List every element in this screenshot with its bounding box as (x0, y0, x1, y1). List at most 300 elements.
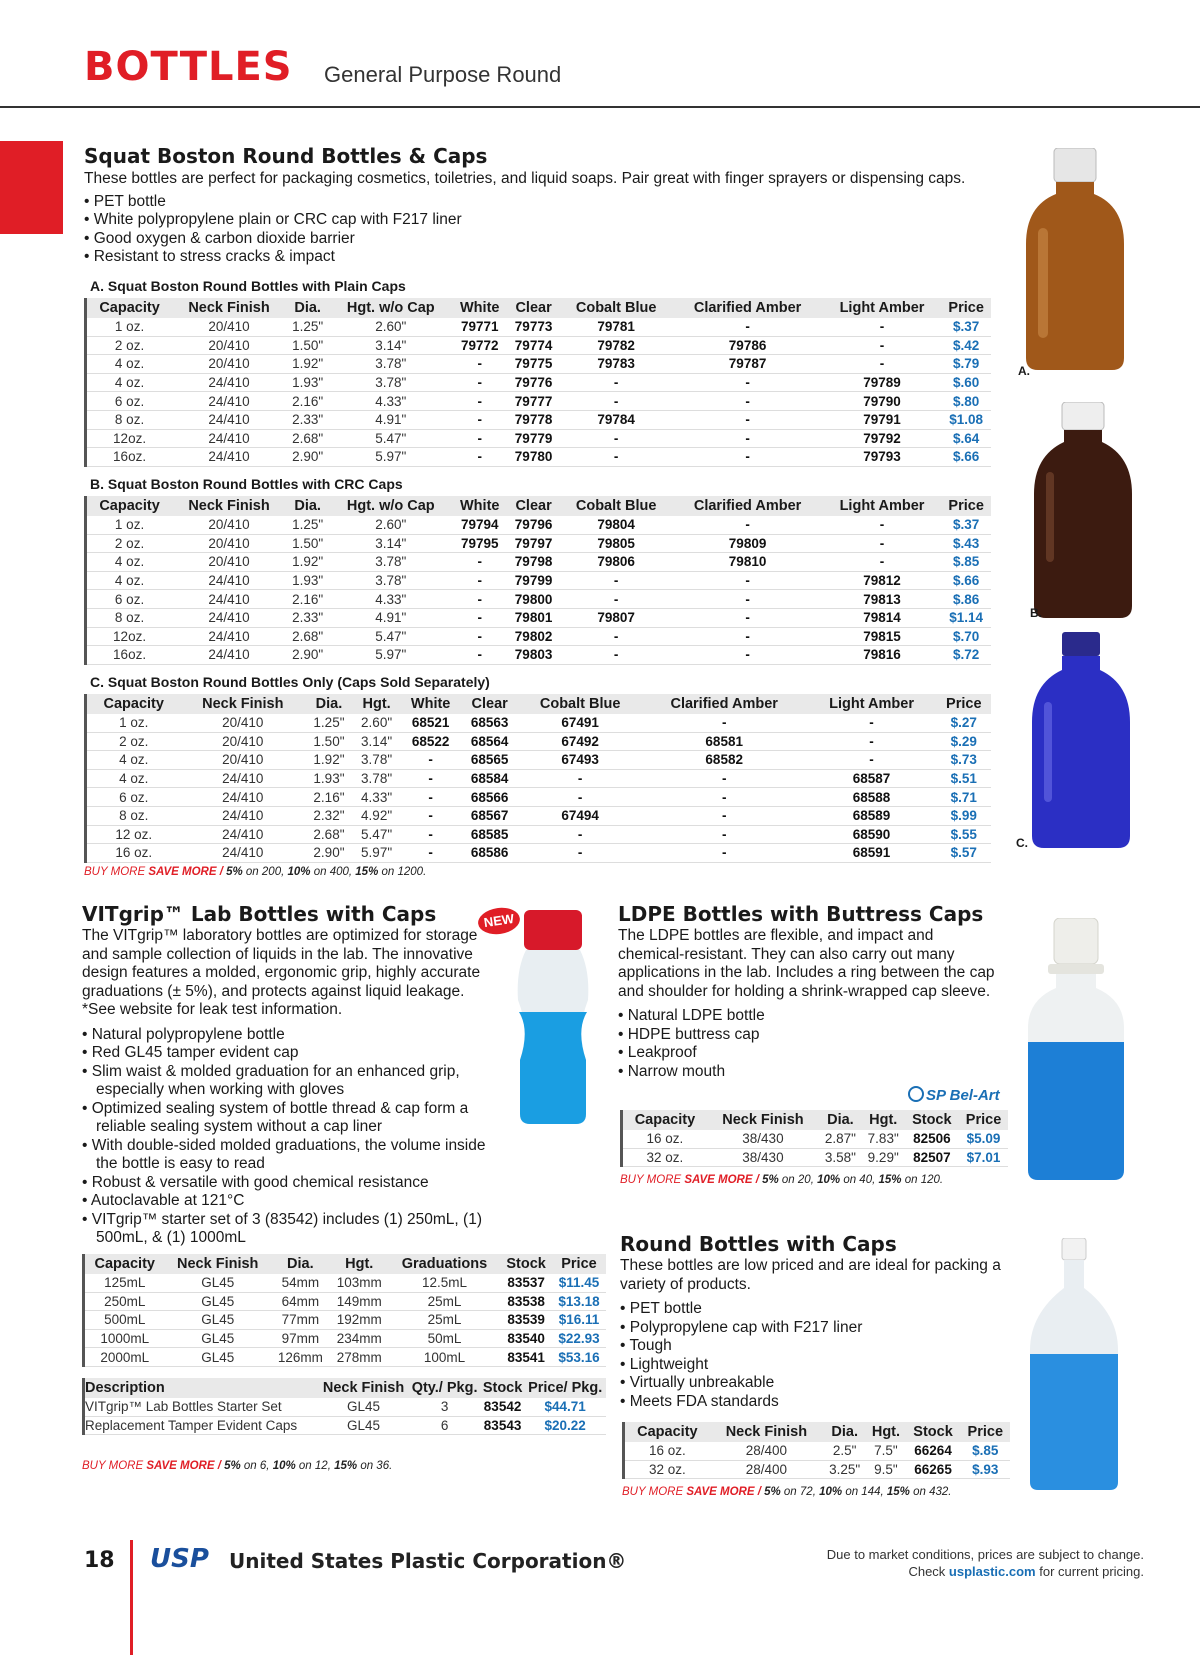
table-cell: - (428, 808, 433, 824)
table-row (86, 732, 992, 751)
table-cell: 24/410 (208, 449, 250, 465)
table-cell: 12oz. (113, 628, 147, 644)
table-cell: 67494 (561, 808, 599, 824)
column-header: Cobalt Blue (518, 694, 641, 714)
table-cell: 8 oz. (119, 808, 149, 824)
table-cell: 68584 (470, 771, 509, 787)
table-cell: 20/410 (208, 554, 250, 570)
table-cell: 68586 (470, 845, 509, 861)
column-header: Dia. (286, 298, 329, 318)
table-cell: 79787 (728, 356, 767, 372)
table-cell: - (879, 337, 885, 353)
column-header: Neck Finish (172, 496, 286, 516)
table-cell: 2.5" (832, 1443, 857, 1459)
table-cell: 79814 (863, 610, 901, 626)
table-cell: 1.92" (313, 752, 345, 768)
table-cell: 1 oz. (114, 319, 145, 335)
table-cell: 24/410 (222, 771, 264, 787)
table-row (86, 751, 992, 770)
table-cell: 100mL (423, 1349, 466, 1365)
column-header: Clarified Amber (672, 298, 822, 318)
table-cell: 64mm (281, 1293, 320, 1309)
table-cell: 1.92" (292, 356, 324, 372)
table-cell: GL45 (201, 1293, 235, 1309)
column-header: Description (84, 1378, 319, 1398)
table-cell: VITgrip™ Lab Bottles Starter Set (85, 1399, 282, 1415)
table-cell: 20/410 (208, 319, 250, 335)
table-cell: 54mm (281, 1275, 320, 1291)
bullet-item: • PET bottle (620, 1300, 1010, 1319)
table-cell: 32 oz. (648, 1461, 686, 1477)
table-cell: 4 oz. (119, 771, 149, 787)
table-cell: 68565 (470, 752, 509, 768)
table-cell: 16 oz. (646, 1131, 684, 1147)
header-divider (0, 106, 1200, 108)
table-cell: 79773 (514, 319, 553, 335)
table-cell: - (879, 319, 885, 335)
squat-bullets (84, 193, 1014, 267)
table-cell: $53.16 (558, 1349, 600, 1365)
table-cell: - (721, 789, 727, 805)
table-cell: $44.71 (544, 1399, 586, 1415)
table-cell: $.93 (972, 1461, 999, 1477)
column-header: Price (937, 694, 991, 714)
table-cell: 2000mL (100, 1349, 150, 1365)
table-cell: 6 oz. (119, 789, 149, 805)
spbelart-icon (908, 1086, 924, 1102)
table-cell: 25mL (427, 1312, 462, 1328)
table-cell: - (869, 715, 874, 731)
table-cell: 2 oz. (114, 535, 145, 551)
table-cell: 6 (440, 1417, 449, 1433)
table-cell: 1.50" (313, 733, 345, 749)
table-cell: - (477, 449, 482, 465)
round-title: Round Bottles with Caps (620, 1232, 897, 1256)
table-row (84, 1416, 607, 1435)
table-cell: 79799 (514, 573, 553, 589)
table-cell: 79806 (597, 554, 635, 570)
table-row (86, 769, 992, 788)
squat-section (84, 144, 1014, 267)
bullet-item: • Natural LDPE bottle (618, 1007, 998, 1026)
table-cell: - (745, 591, 750, 607)
table-cell: 79774 (514, 337, 553, 353)
table-cell: 79810 (728, 554, 767, 570)
table-cell: 68589 (852, 808, 891, 824)
table-cell: 2.32" (313, 808, 345, 824)
table-cell: 79790 (863, 393, 901, 409)
table-cell: 79778 (514, 412, 553, 428)
table-cell: 1.92" (292, 554, 324, 570)
column-header: Hgt. w/o Cap (329, 298, 452, 318)
table-cell: - (577, 845, 583, 861)
table-c-caption: C. Squat Boston Round Bottles Only (Caps Sold Separately) (90, 674, 490, 690)
table-cell: 79805 (597, 535, 635, 551)
table-cell: $.37 (953, 319, 980, 335)
column-header: Price (959, 1110, 1008, 1130)
table-row (86, 646, 992, 665)
table-cell: 67493 (561, 752, 599, 768)
table-cell: 79782 (597, 337, 635, 353)
table-cell: 68522 (411, 733, 450, 749)
bullet-item: • VITgrip™ starter set of 3 (83542) includes (1) 250mL, (1) 500mL, & (1) 1000mL (82, 1211, 502, 1248)
table-cell: - (745, 430, 750, 446)
table-cell: 16 oz. (648, 1443, 686, 1459)
table-cell: - (745, 628, 750, 644)
table-cell: $.66 (953, 449, 980, 465)
company-name: United States Plastic Corporation® (229, 1549, 627, 1573)
table-cell: 38/430 (742, 1149, 784, 1165)
table-cell: 79793 (863, 449, 901, 465)
table-cell: $.64 (953, 430, 980, 446)
table-cell: - (745, 319, 750, 335)
table-cell: $.27 (950, 715, 977, 731)
table-cell: $7.01 (966, 1149, 1001, 1165)
column-header: Stock (500, 1254, 552, 1274)
squat-buymore: BUY MORE SAVE MORE / 5% on 200, 10% on 400, 15% on 1200. (84, 866, 427, 878)
table-header-row (86, 496, 992, 516)
column-header: Clarified Amber (642, 694, 807, 714)
table-cell: - (477, 412, 482, 428)
table-cell: $.70 (953, 628, 980, 644)
table-cell: 3.78" (375, 356, 407, 372)
table-cell: 1000mL (100, 1331, 150, 1347)
column-header: White (452, 298, 507, 318)
table-cell: 83540 (507, 1331, 545, 1347)
table-cell: 67491 (561, 715, 599, 731)
table-cell: 68567 (470, 808, 509, 824)
column-header: Price (941, 298, 991, 318)
table-cell: 9.5" (874, 1461, 898, 1477)
table-cell: Replacement Tamper Evident Caps (85, 1417, 298, 1433)
table-row (86, 516, 992, 534)
table-cell: 2.68" (292, 430, 324, 446)
table-cell: 24/410 (208, 393, 250, 409)
table-row (86, 608, 992, 627)
table-cell: 2.33" (292, 412, 324, 428)
column-header: Dia. (819, 1110, 862, 1130)
table-cell: 12 oz. (115, 826, 153, 842)
table-cell: 67492 (561, 733, 599, 749)
photo-label-b: B. (1030, 606, 1042, 620)
table-cell: 68587 (852, 771, 891, 787)
table-cell: - (477, 393, 482, 409)
table-cell: $.66 (953, 573, 980, 589)
table-cell: 79781 (597, 319, 635, 335)
table-cell: 192mm (336, 1312, 382, 1328)
table-cell: 83538 (507, 1293, 545, 1309)
table-row (86, 844, 992, 863)
table-cell: 24/410 (208, 628, 250, 644)
table-row (86, 448, 992, 467)
table-cell: 4.91" (375, 610, 407, 626)
table-cell: 1.93" (292, 573, 324, 589)
table-cell: 3.78" (361, 771, 393, 787)
table-cell: - (745, 412, 750, 428)
table-cell: 79798 (514, 554, 553, 570)
table-header-row (84, 1254, 607, 1274)
table-row (622, 1130, 1009, 1148)
table-cell: 24/410 (222, 808, 264, 824)
table-cell: 2.68" (313, 826, 345, 842)
column-header: Clear (461, 694, 519, 714)
table-cell: 6 oz. (114, 393, 145, 409)
ldpe-bottle-photo (1026, 918, 1126, 1182)
table-row (84, 1348, 607, 1367)
table-cell: 3.78" (375, 573, 407, 589)
table-cell: - (613, 430, 619, 446)
column-header: Clear (507, 496, 560, 516)
round-bullets (620, 1300, 1010, 1411)
bullet-item: • PET bottle (84, 193, 1014, 212)
table-cell: - (613, 647, 619, 663)
table-cell: 3.14" (361, 733, 393, 749)
table-row (84, 1329, 607, 1348)
table-cell: - (721, 845, 727, 861)
table-cell: 12oz. (113, 430, 147, 446)
table-cell: 82506 (913, 1131, 951, 1147)
table-cell: 24/410 (208, 375, 250, 391)
table-cell: 68581 (705, 733, 743, 749)
table-cell: 3.14" (375, 535, 407, 551)
column-header: Dia. (286, 496, 329, 516)
table-cell: 28/400 (745, 1443, 788, 1459)
table-cell: 2.33" (292, 610, 324, 626)
table-cell: - (879, 535, 885, 551)
table-cell: 20/410 (208, 517, 250, 533)
bullet-item: • Red GL45 tamper evident cap (82, 1044, 502, 1063)
table-cell: 66265 (914, 1461, 952, 1477)
table-cell: $.57 (950, 845, 977, 861)
table-a (84, 298, 991, 467)
table-row (86, 355, 992, 374)
table-cell: 79802 (514, 628, 553, 644)
table-cell: 1.25" (292, 517, 324, 533)
table-cell: 28/400 (745, 1461, 788, 1477)
column-header: Clear (507, 298, 560, 318)
table-b-caption: B. Squat Boston Round Bottles with CRC Caps (90, 476, 403, 492)
column-header: Cobalt Blue (560, 298, 673, 318)
table-cell: 20/410 (208, 535, 250, 551)
table-header-row (624, 1422, 1011, 1442)
amber-bottle-photo (1020, 148, 1130, 378)
table-cell: 79789 (863, 375, 901, 391)
table-cell: $5.09 (966, 1131, 1001, 1147)
table-cell: - (879, 517, 885, 533)
table-cell: 79804 (597, 517, 635, 533)
table-cell: - (613, 591, 619, 607)
column-header: Capacity (86, 496, 173, 516)
table-cell: 83542 (483, 1399, 522, 1415)
table-cell: 8 oz. (114, 412, 145, 428)
table-cell: 5.47" (361, 826, 393, 842)
table-cell: - (879, 554, 885, 570)
table-cell: - (477, 628, 482, 644)
table-cell: 79809 (728, 535, 767, 551)
pricing-note: Due to market conditions, prices are subject to change. Check usplastic.com for current pricing. (826, 1547, 1144, 1579)
table-cell: 79815 (863, 628, 901, 644)
table-cell: 1.50" (292, 337, 324, 353)
table-cell: $16.11 (558, 1312, 600, 1328)
table-cell: $.71 (950, 789, 977, 805)
table-cell: 126mm (277, 1349, 323, 1365)
column-header: Price/ Pkg. (524, 1378, 606, 1398)
photo-label-c: C. (1016, 836, 1028, 850)
table-cell: 2 oz. (119, 733, 149, 749)
table-cell: - (613, 628, 619, 644)
table-cell: 6 oz. (114, 591, 145, 607)
table-a-caption: A. Squat Boston Round Bottles with Plain Caps (90, 278, 406, 294)
column-header: Capacity (84, 1254, 165, 1274)
ldpe-table (620, 1110, 1008, 1167)
table-cell: - (869, 752, 874, 768)
table-cell: 79776 (514, 375, 553, 391)
table-cell: $.37 (953, 517, 980, 533)
table-cell: 24/410 (208, 647, 250, 663)
table-cell: - (613, 449, 619, 465)
table-cell: - (477, 554, 482, 570)
table-cell: 77mm (281, 1312, 320, 1328)
table-cell: 68590 (852, 826, 891, 842)
table-cell: 5.97" (361, 845, 393, 861)
ldpe-section (618, 902, 998, 1081)
table-cell: - (577, 826, 583, 842)
table-cell: - (721, 826, 727, 842)
column-header: White (452, 496, 507, 516)
table-cell: 83543 (483, 1417, 522, 1433)
table-cell: $.42 (953, 337, 980, 353)
table-cell: 1 oz. (114, 517, 145, 533)
column-header: Cobalt Blue (560, 496, 673, 516)
table-cell: GL45 (201, 1349, 235, 1365)
table-cell: 5.47" (375, 628, 407, 644)
table-row (86, 714, 992, 732)
table-row (84, 1292, 607, 1311)
table-cell: 79796 (514, 517, 553, 533)
table-cell: $.79 (953, 356, 980, 372)
table-cell: 79807 (597, 610, 635, 626)
vitgrip-buymore: BUY MORE SAVE MORE / 5% on 6, 10% on 12, 15% on 36. (82, 1460, 393, 1472)
bullet-item: • Autoclavable at 121°C (82, 1192, 502, 1211)
table-cell: $.99 (950, 808, 977, 824)
table-cell: - (721, 771, 727, 787)
column-header: Price (961, 1422, 1010, 1442)
table-cell: 79803 (514, 647, 553, 663)
table-cell: 4.33" (375, 393, 407, 409)
table-cell: - (745, 393, 750, 409)
round-bottle-photo (1026, 1238, 1122, 1492)
table-cell: - (745, 517, 750, 533)
table-cell: 2.16" (313, 789, 345, 805)
dark-amber-bottle-photo (1028, 402, 1138, 626)
table-cell: $.60 (953, 375, 980, 391)
table-row (624, 1460, 1011, 1479)
table-cell: 25mL (427, 1293, 462, 1309)
table-cell: 103mm (336, 1275, 382, 1291)
table-c (84, 694, 991, 863)
column-header: Light Amber (823, 496, 942, 516)
table-cell: 24/410 (208, 412, 250, 428)
table-b (84, 496, 991, 665)
bullet-item: • With double-sided molded graduations, the volume inside the bottle is easy to read (82, 1137, 502, 1174)
table-cell: 79777 (514, 393, 553, 409)
usp-logo[interactable]: USP (150, 1544, 209, 1574)
table-cell: $.85 (953, 554, 980, 570)
usplastic-link[interactable]: usplastic.com (948, 1564, 1036, 1579)
table-cell: 2.60" (361, 715, 393, 731)
table-row (86, 392, 992, 411)
table-cell: - (477, 647, 482, 663)
table-header-row (86, 298, 992, 318)
table-cell: - (428, 771, 433, 787)
table-cell: 8 oz. (114, 610, 145, 626)
table-cell: $.86 (953, 591, 980, 607)
ldpe-title: LDPE Bottles with Buttress Caps (618, 902, 984, 926)
table-cell: 68566 (470, 789, 509, 805)
table-cell: 125mL (104, 1275, 146, 1291)
table-cell: - (869, 733, 874, 749)
table-cell: 32 oz. (646, 1149, 684, 1165)
column-header: Capacity (86, 298, 173, 318)
table-cell: $11.45 (558, 1275, 600, 1291)
column-header: Stock (482, 1380, 523, 1396)
table-cell: $.72 (953, 647, 980, 663)
table-cell: 5.47" (375, 430, 407, 446)
table-cell: 5.97" (375, 647, 407, 663)
table-cell: 68521 (411, 715, 450, 731)
table-row (86, 806, 992, 825)
table-cell: 4.92" (361, 808, 393, 824)
table-cell: $22.93 (558, 1331, 600, 1347)
column-header: Neck Finish (172, 298, 286, 318)
new-badge: NEW (476, 905, 521, 937)
table-cell: $.85 (972, 1443, 999, 1459)
bullet-item: • HDPE buttress cap (618, 1026, 998, 1045)
table-cell: GL45 (347, 1417, 381, 1433)
column-header: Hgt. (353, 694, 401, 714)
table-cell: 20/410 (208, 356, 250, 372)
table-cell: $1.14 (949, 610, 984, 626)
table-row (86, 318, 992, 336)
table-row (84, 1274, 607, 1292)
table-cell: 79779 (514, 430, 553, 446)
table-cell: $.29 (950, 733, 977, 749)
column-header: Capacity (624, 1422, 710, 1442)
table-row (86, 534, 992, 553)
table-cell: 79783 (597, 356, 635, 372)
table-cell: 4 oz. (114, 573, 145, 589)
bullet-item: • Good oxygen & carbon dioxide barrier (84, 230, 1014, 249)
table-cell: 66264 (914, 1443, 952, 1459)
table-cell: 79794 (460, 517, 499, 533)
table-cell: GL45 (347, 1399, 381, 1415)
bullet-item: • Polypropylene cap with F217 liner (620, 1319, 1010, 1338)
bullet-item: • Narrow mouth (618, 1063, 998, 1082)
table-cell: 3.78" (375, 554, 407, 570)
table-cell: 2.16" (292, 591, 324, 607)
section-title: BOTTLES (84, 44, 293, 90)
table-cell: 4 oz. (114, 356, 145, 372)
table-cell: 24/410 (208, 573, 250, 589)
table-cell: - (477, 591, 482, 607)
section-subtitle: General Purpose Round (324, 62, 562, 87)
table-row (86, 571, 992, 590)
bullet-item: • Meets FDA standards (620, 1393, 1010, 1412)
table-cell: $20.22 (544, 1417, 586, 1433)
column-header: Neck Finish (319, 1378, 409, 1398)
table-cell: 79775 (514, 356, 553, 372)
bullet-item: • Leakproof (618, 1044, 998, 1063)
